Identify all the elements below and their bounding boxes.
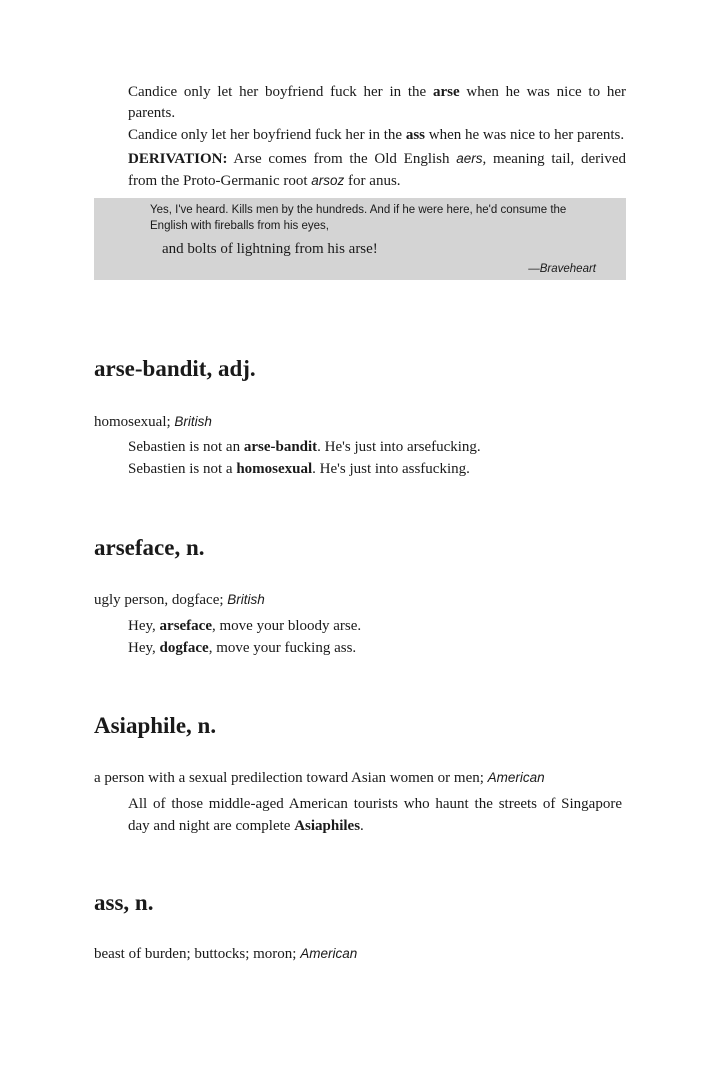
definition: ugly person, dogface; British	[94, 592, 265, 608]
derivation: DERIVATION: Arse comes from the Old English aers, meaning tail, derived from the Proto-Germanic root arsoz for anus.	[128, 151, 626, 189]
example-sentence: All of those middle-aged American tourists who haunt the streets of Singapore day and night are complete Asiaphiles.	[128, 796, 622, 834]
examples	[128, 615, 622, 659]
headword: ass, n.	[94, 890, 154, 915]
page-content	[94, 82, 626, 280]
movie-quote-box	[94, 198, 626, 280]
headword: arseface, n.	[94, 535, 205, 560]
example-sentence: Sebastien is not a homosexual. He's just into assfucking.	[128, 461, 470, 477]
definition: a person with a sexual predilection toward Asian women or men; American	[94, 770, 545, 786]
example-sentence: Hey, arseface, move your bloody arse.	[128, 618, 362, 634]
examples	[128, 436, 622, 480]
example-sentence: Sebastien is not an arse-bandit. He's just into arsefucking.	[128, 439, 481, 455]
quote-source: —Braveheart	[528, 263, 596, 275]
example-sentence: Candice only let her boyfriend fuck her in the arse when he was nice to her parents.	[128, 84, 626, 121]
quote-text: and bolts of lightning from his arse!	[162, 241, 378, 257]
example-sentence: Hey, dogface, move your fucking ass.	[128, 640, 357, 656]
examples	[128, 793, 622, 837]
quote-text: Yes, I've heard. Kills men by the hundreds. And if he were here, he'd consume the English with fireballs from his eyes,	[150, 204, 567, 232]
headword: Asiaphile, n.	[94, 713, 217, 738]
headword: arse-bandit, adj.	[94, 356, 256, 381]
definition: homosexual; British	[94, 414, 212, 430]
example-sentence: Candice only let her boyfriend fuck her in the ass when he was nice to her parents.	[128, 127, 625, 143]
definition: beast of burden; buttocks; moron; American	[94, 946, 358, 962]
